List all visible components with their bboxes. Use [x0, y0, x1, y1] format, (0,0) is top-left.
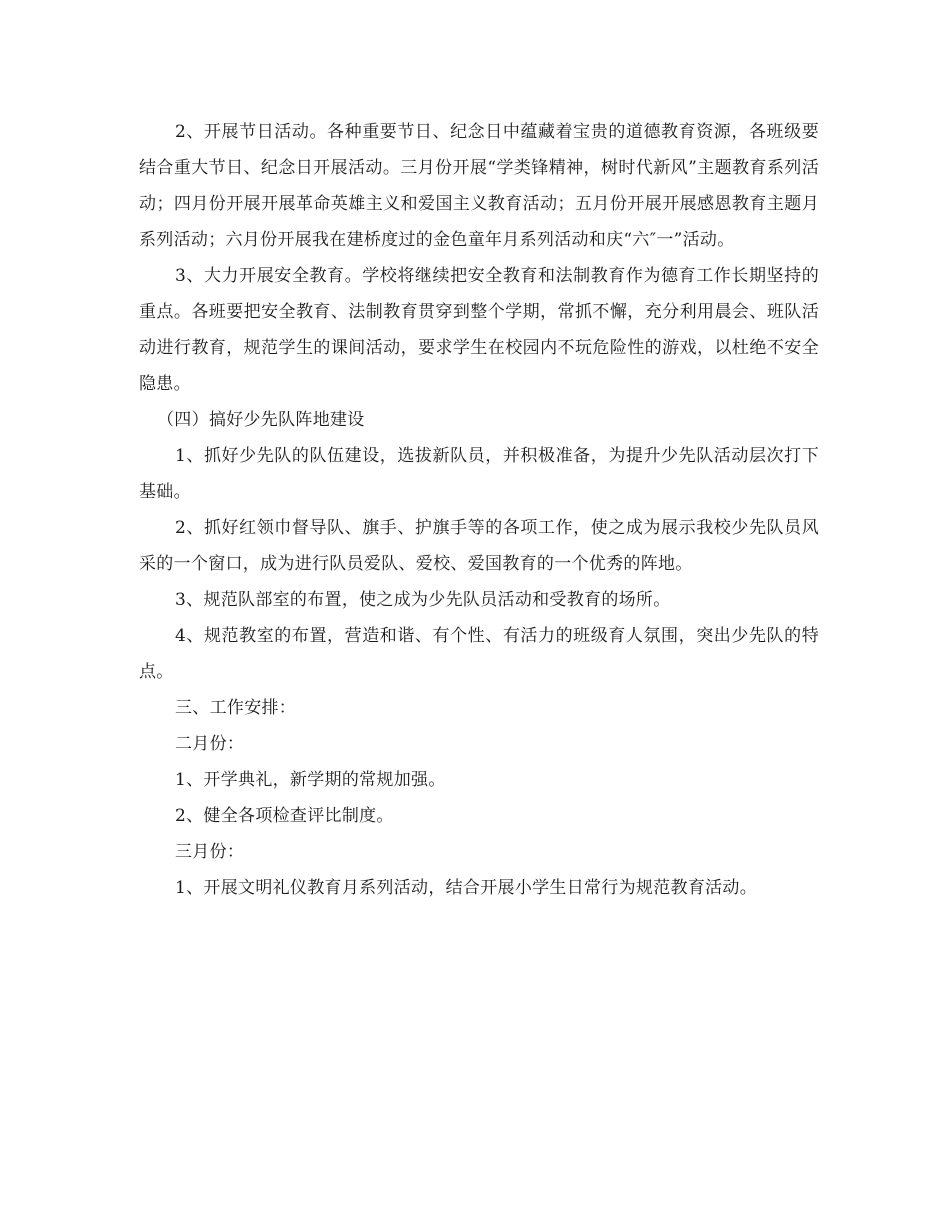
section-heading-pioneers: （四）搞好少先队阵地建设 [157, 410, 365, 430]
document-page [139, 114, 819, 906]
paragraph-red-scarf-supervision: 2、抓好红领巾督导队、旗手、护旗手等的各项工作，使之成为展示我校少先队员风采的一个窗口，成为进行队员爱队、爱校、爱国教育的一个优秀的阵地。 [139, 518, 819, 574]
paragraph-team-building: 1、抓好少先队的队伍建设，选拔新队员，并积极准备，为提升少先队活动层次打下基础。 [139, 446, 819, 502]
paragraph-classroom-layout: 4、规范教室的布置，营造和谐、有个性、有活力的班级育人氛围，突出少先队的特点。 [139, 626, 819, 682]
paragraph-safety-education: 3、大力开展安全教育。学校将继续把安全教育和法制教育作为德育工作长期坚持的重点。各班要把安全教育、法制教育贯穿到整个学期，常抓不懈，充分利用晨会、班队活动进行教育，规范学生的课间活动，要求学生在校园内不玩危险性的游戏，以杜绝不安全隐患。 [139, 266, 819, 394]
list-item-evaluation-system: 2、健全各项检查评比制度。 [175, 806, 394, 826]
section-heading-work-schedule: 三、工作安排： [175, 698, 297, 718]
month-heading-february: 二月份： [175, 734, 245, 754]
list-item-etiquette-month: 1、开展文明礼仪教育月系列活动，结合开展小学生日常行为规范教育活动。 [175, 878, 758, 898]
paragraph-festival-activities: 2、开展节日活动。各种重要节日、纪念日中蕴藏着宝贵的道德教育资源，各班级要结合重大节日、纪念日开展活动。三月份开展“学类锋精神，树时代新风”主题教育系列活动；四月份开展开展革命英雄主义和爱国主义教育活动；五月份开展开展感恩教育主题月系列活动；六月份开展我在建桥度过的金色童年月系列活动和庆“六″一”活动。 [139, 122, 819, 250]
month-heading-march: 三月份： [175, 842, 245, 862]
list-item-opening-ceremony: 1、开学典礼，新学期的常规加强。 [175, 770, 446, 790]
paragraph-team-room-layout: 3、规范队部室的布置，使之成为少先队员活动和受教育的场所。 [175, 590, 671, 610]
